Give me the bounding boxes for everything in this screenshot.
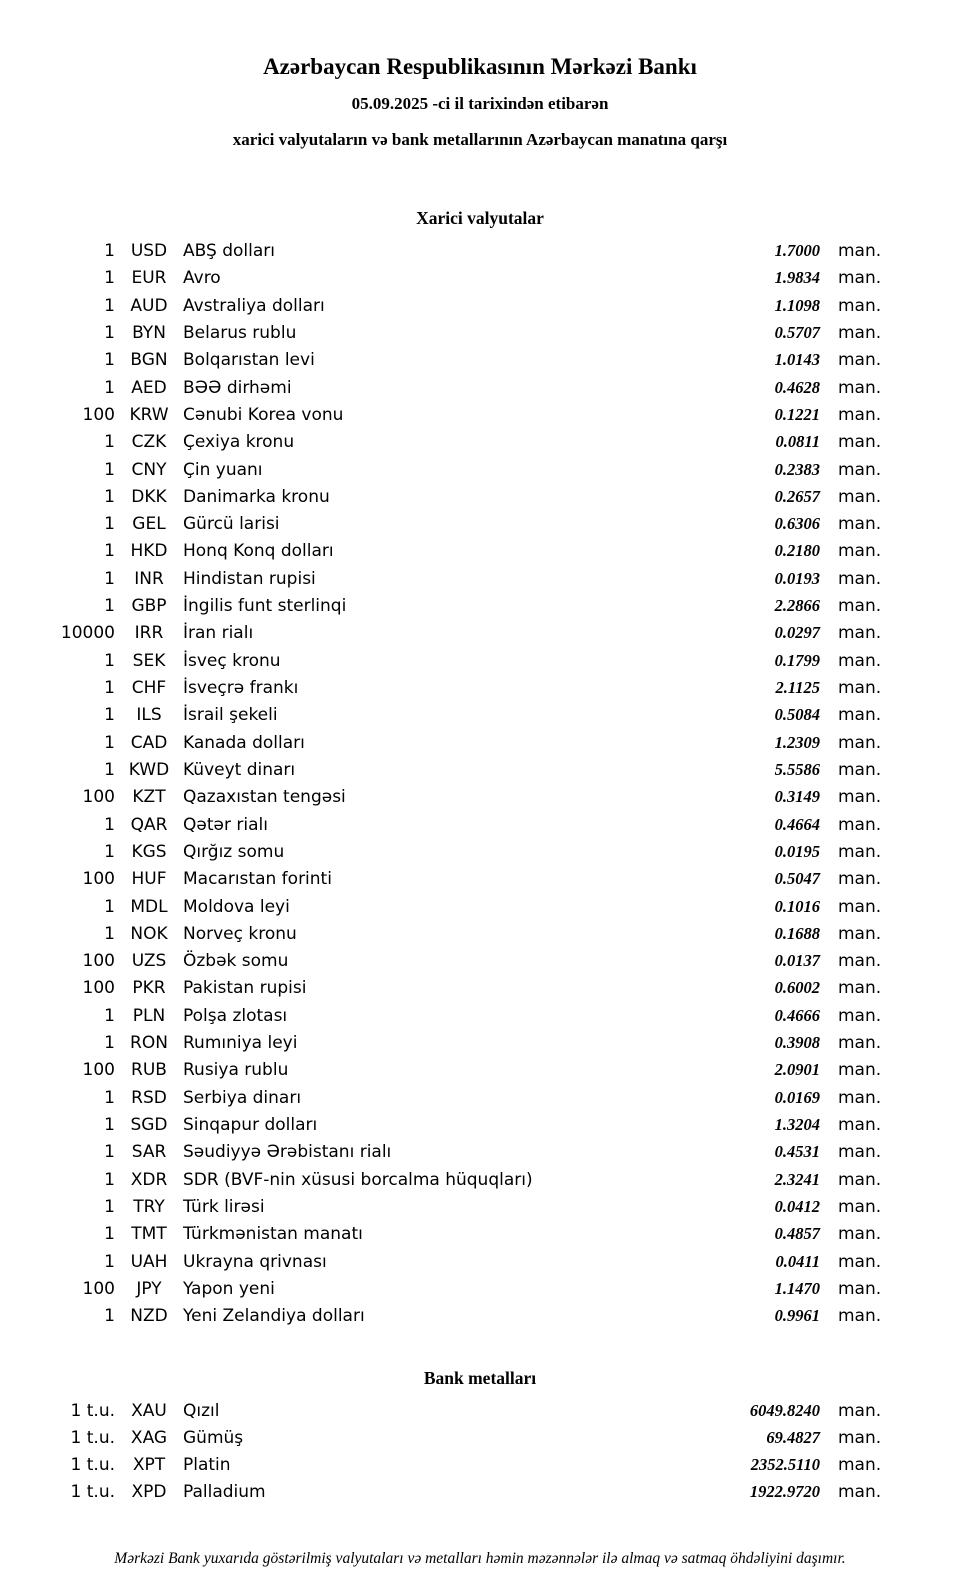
currency-name: Yeni Zelandiya dolları [183, 1306, 365, 1327]
currency-code: AED [131, 377, 167, 398]
rate-row [0, 701, 960, 728]
unit-label: man. [838, 1251, 882, 1272]
rate-row [0, 920, 960, 947]
quantity-value: 1 t.u. [70, 1427, 115, 1448]
currency-code: HKD [130, 541, 168, 562]
quantity-value: 1 [104, 1142, 115, 1163]
rate-row [0, 510, 960, 537]
rate-value: 0.1688 [774, 923, 820, 943]
rate-row [0, 292, 960, 319]
currency-code: UZS [131, 951, 167, 972]
quantity-value: 1 [104, 322, 115, 343]
unit-label: man. [838, 1278, 882, 1299]
rate-row [0, 237, 960, 264]
currency-name: İsveç kronu [183, 650, 281, 671]
rate-row [0, 729, 960, 756]
rate-value: 0.0811 [775, 432, 820, 452]
unit-label: man. [838, 486, 882, 507]
unit-label: man. [838, 568, 882, 589]
currency-name: Avstraliya dolları [183, 295, 325, 316]
currency-name: Qızıl [183, 1400, 220, 1421]
unit-label: man. [838, 951, 882, 972]
quantity-value: 1 [104, 814, 115, 835]
currency-code: PLN [132, 1005, 166, 1026]
currency-code: KZT [132, 787, 166, 808]
quantity-value: 1 [104, 923, 115, 944]
unit-label: man. [838, 322, 882, 343]
rate-row [0, 811, 960, 838]
rate-value: 2352.5110 [750, 1455, 820, 1475]
bank-title: Azərbaycan Respublikasının Mərkəzi Bankı [263, 54, 697, 79]
currency-code: CAD [130, 732, 168, 753]
unit-label: man. [838, 869, 882, 890]
quantity-value: 1 [104, 486, 115, 507]
quantity-value: 100 [82, 869, 115, 890]
rate-value: 0.5047 [774, 869, 820, 889]
metals-section-title: Bank metalları [423, 1367, 537, 1388]
currency-code: CZK [131, 432, 167, 453]
rate-row [0, 456, 960, 483]
unit-label: man. [838, 1196, 882, 1217]
currency-name: Sinqapur dolları [183, 1115, 318, 1135]
unit-label: man. [838, 404, 882, 425]
rate-value: 0.1799 [774, 650, 820, 670]
currency-name: Küveyt dinarı [183, 759, 296, 780]
quantity-value: 1 [104, 896, 115, 917]
rate-row [0, 647, 960, 674]
currency-name: Qətər rialı [183, 814, 268, 835]
currency-name: Bolqarıstan levi [183, 350, 315, 371]
unit-label: man. [838, 678, 882, 698]
quantity-value: 1 [104, 295, 115, 316]
currency-code: GBP [131, 596, 167, 617]
rate-value: 1922.9720 [749, 1482, 820, 1502]
currency-name: Belarus rublu [183, 322, 297, 343]
quantity-value: 100 [82, 404, 115, 425]
currency-name: ABŞ dolları [183, 241, 275, 261]
quantity-value: 1 [104, 650, 115, 671]
quantity-value: 1 t.u. [70, 1400, 115, 1421]
effective-date-line: 05.09.2025 -ci il tarixindən etibarən [351, 94, 609, 113]
rate-row [0, 374, 960, 401]
rate-row [0, 1302, 960, 1329]
currency-name: Rusiya rublu [183, 1060, 289, 1081]
rate-value: 0.4666 [774, 1005, 820, 1025]
unit-label: man. [838, 432, 882, 453]
rate-value: 0.0412 [774, 1196, 820, 1216]
quantity-value: 1 t.u. [70, 1482, 115, 1503]
rate-row [0, 893, 960, 920]
currency-code: IRR [134, 623, 164, 644]
unit-label: man. [838, 1224, 882, 1245]
quantity-value: 100 [82, 787, 115, 808]
quantity-value: 1 t.u. [70, 1455, 115, 1476]
currency-name: Türkmənistan manatı [183, 1224, 363, 1245]
currency-code: JPY [136, 1278, 162, 1299]
rate-row [0, 1111, 960, 1138]
rate-value: 69.4827 [766, 1427, 820, 1447]
currency-name: Gürcü larisi [183, 514, 280, 535]
disclaimer-text: Mərkəzi Bank yuxarıda göstərilmiş valyutaları və metalları həmin məzənnələr ilə almaq və satmaq öhdəliyini daşımır. [114, 1550, 846, 1567]
unit-label: man. [838, 623, 882, 644]
currency-code: GEL [132, 514, 166, 535]
quantity-value: 1 [104, 350, 115, 371]
currency-code: CNY [131, 459, 167, 480]
unit-label: man. [838, 1033, 882, 1054]
rate-row [0, 592, 960, 619]
unit-label: man. [838, 514, 882, 535]
quantity-value: 10000 [60, 623, 115, 644]
quantity-value: 1 [104, 596, 115, 617]
rate-row [0, 1166, 960, 1193]
rate-value: 2.1125 [775, 678, 820, 697]
rate-value: 5.5586 [774, 759, 820, 779]
rate-value: 0.5707 [774, 322, 820, 342]
currency-name: Ukrayna qrivnası [183, 1251, 327, 1272]
currency-name: Macarıstan forinti [183, 869, 332, 890]
currency-name: Palladium [183, 1482, 266, 1503]
currency-code: AUD [130, 295, 168, 316]
currency-name: Pakistan rupisi [183, 978, 307, 999]
currency-code: RON [130, 1033, 168, 1054]
currency-name: Çin yuanı [183, 459, 263, 480]
unit-label: man. [838, 596, 882, 617]
quantity-value: 1 [104, 1224, 115, 1245]
unit-label: man. [838, 1482, 882, 1503]
quantity-value: 1 [104, 241, 115, 261]
rate-row [0, 838, 960, 865]
rate-value: 2.2866 [774, 596, 820, 616]
quantity-value: 1 [104, 568, 115, 589]
currency-name: İsrail şekeli [183, 705, 278, 726]
unit-label: man. [838, 1455, 882, 1476]
rate-value: 0.0193 [774, 568, 820, 588]
unit-label: man. [838, 1142, 882, 1163]
currency-name: İran rialı [183, 623, 254, 644]
rate-row [0, 756, 960, 783]
quantity-value: 1 [104, 514, 115, 535]
currency-name: Hindistan rupisi [183, 568, 316, 589]
unit-label: man. [838, 896, 882, 917]
currency-code: RSD [131, 1087, 167, 1108]
currency-code: BGN [130, 350, 168, 371]
metals-section [0, 1368, 960, 1506]
currency-code: NZD [130, 1306, 168, 1327]
rate-value: 0.3908 [774, 1033, 820, 1053]
unit-label: man. [838, 1087, 882, 1108]
rate-row [0, 1275, 960, 1302]
rate-value: 1.3204 [774, 1115, 820, 1134]
rate-row [0, 1424, 960, 1451]
unit-label: man. [838, 377, 882, 398]
quantity-value: 1 [104, 1087, 115, 1108]
currency-code: TRY [133, 1196, 165, 1217]
rate-row [0, 1029, 960, 1056]
rate-row [0, 1138, 960, 1165]
currency-name: Yapon yeni [183, 1278, 275, 1299]
currency-name: Polşa zlotası [183, 1005, 288, 1026]
quantity-value: 1 [104, 1196, 115, 1217]
unit-label: man. [838, 841, 882, 862]
unit-label: man. [838, 732, 882, 753]
unit-label: man. [838, 541, 882, 562]
rate-row [0, 1220, 960, 1247]
currency-name: Avro [183, 268, 221, 289]
currency-name: Serbiya dinarı [183, 1087, 302, 1108]
rate-value: 1.0143 [774, 350, 820, 370]
rate-value: 0.6306 [774, 514, 820, 534]
currency-name: Rumıniya leyi [183, 1033, 298, 1054]
quantity-value: 100 [82, 1278, 115, 1299]
currency-name: Çexiya kronu [183, 432, 295, 453]
currency-code: PKR [132, 978, 166, 999]
rate-row [0, 865, 960, 892]
rate-value: 2.0901 [774, 1060, 820, 1080]
rate-value: 0.0195 [774, 841, 820, 861]
unit-label: man. [838, 814, 882, 835]
quantity-value: 1 [104, 541, 115, 562]
rate-value: 0.0169 [774, 1087, 820, 1107]
rate-value: 0.5084 [774, 705, 820, 725]
currency-code: BYN [132, 322, 166, 343]
currency-code: QAR [130, 814, 168, 835]
unit-label: man. [838, 705, 882, 726]
rate-value: 0.2180 [774, 541, 820, 561]
currency-code: XDR [130, 1169, 168, 1190]
rate-row [0, 947, 960, 974]
currency-name: İsveçrə frankı [183, 678, 299, 698]
currency-code: UAH [130, 1251, 168, 1272]
unit-label: man. [838, 350, 882, 371]
rate-value: 1.2309 [774, 732, 820, 752]
currency-name: Özbək somu [183, 951, 289, 972]
rate-value: 0.0137 [774, 951, 820, 971]
rate-row [0, 1478, 960, 1505]
metal-rows-list [0, 1397, 960, 1506]
unit-label: man. [838, 459, 882, 480]
rate-value: 0.1016 [774, 896, 820, 916]
rate-row [0, 1002, 960, 1029]
rate-value: 6049.8240 [749, 1400, 820, 1420]
currency-name: Honq Konq dolları [183, 541, 334, 562]
rate-row [0, 319, 960, 346]
rate-row [0, 1248, 960, 1275]
currency-name: Gümüş [183, 1427, 244, 1448]
currency-code: DKK [131, 486, 167, 507]
unit-label: man. [838, 978, 882, 999]
currency-code: XPT [132, 1455, 166, 1476]
unit-label: man. [838, 1400, 882, 1421]
rate-row [0, 619, 960, 646]
unit-label: man. [838, 1005, 882, 1026]
quantity-value: 1 [104, 268, 115, 289]
quantity-value: 100 [82, 978, 115, 999]
rate-row [0, 565, 960, 592]
currency-code: INR [134, 568, 164, 589]
currency-code: RUB [131, 1060, 167, 1081]
unit-label: man. [838, 295, 882, 316]
currency-code: MDL [130, 896, 168, 917]
rate-value: 0.6002 [774, 978, 820, 998]
rate-value: 0.4628 [774, 377, 820, 397]
currency-code: CHF [131, 678, 167, 698]
rate-row [0, 783, 960, 810]
rate-row [0, 1451, 960, 1478]
document-header [0, 0, 960, 150]
document-subtitle: xarici valyutaların və bank metallarının Azərbaycan manatına qarşı [232, 130, 728, 149]
rate-value: 0.4857 [774, 1224, 820, 1244]
currency-name: Platin [183, 1455, 231, 1476]
currency-rows-list [0, 237, 960, 1330]
quantity-value: 1 [104, 432, 115, 453]
currency-code: KRW [129, 404, 169, 425]
currency-code: TMT [131, 1224, 167, 1245]
quantity-value: 1 [104, 1169, 115, 1190]
rate-value: 0.0297 [774, 623, 820, 643]
rate-row [0, 483, 960, 510]
unit-label: man. [838, 787, 882, 808]
quantity-value: 1 [104, 1005, 115, 1026]
currency-code: HUF [131, 869, 167, 890]
quantity-value: 1 [104, 759, 115, 780]
unit-label: man. [838, 241, 882, 261]
rate-value: 0.2383 [774, 459, 820, 479]
currency-code: XAG [130, 1427, 168, 1448]
unit-label: man. [838, 759, 882, 780]
rate-row [0, 428, 960, 455]
rate-value: 1.7000 [774, 241, 820, 260]
currency-code: KGS [131, 841, 167, 862]
currency-code: XAU [131, 1400, 167, 1421]
currencies-section-title: Xarici valyutalar [416, 208, 544, 228]
rate-row [0, 1084, 960, 1111]
rate-row [0, 674, 960, 701]
rate-row [0, 537, 960, 564]
currency-code: SAR [131, 1142, 167, 1163]
currency-code: XPD [131, 1482, 167, 1503]
currency-name: Türk lirəsi [183, 1196, 265, 1217]
quantity-value: 1 [104, 1033, 115, 1054]
rate-value: 0.0411 [775, 1251, 820, 1271]
quantity-value: 1 [104, 1115, 115, 1135]
rate-value: 0.4664 [774, 814, 820, 834]
currency-name: İngilis funt sterlinqi [183, 596, 347, 617]
rate-value: 1.1098 [774, 295, 820, 315]
rate-value: 0.2657 [774, 486, 820, 506]
quantity-value: 1 [104, 377, 115, 398]
currency-name: Səudiyyə Ərəbistanı rialı [183, 1142, 392, 1163]
rate-row [0, 974, 960, 1001]
unit-label: man. [838, 1060, 882, 1081]
currency-code: SGD [130, 1115, 168, 1135]
currencies-section [0, 208, 960, 1330]
currency-code: EUR [131, 268, 167, 289]
currency-name: Norveç kronu [183, 923, 297, 944]
currency-name: Cənubi Korea vonu [183, 404, 344, 425]
rate-value: 1.9834 [774, 268, 820, 288]
rate-value: 0.3149 [774, 787, 820, 807]
rate-row [0, 1193, 960, 1220]
unit-label: man. [838, 1427, 882, 1448]
unit-label: man. [838, 268, 882, 289]
rate-value: 2.3241 [774, 1169, 820, 1189]
quantity-value: 1 [104, 678, 115, 698]
currency-name: Qırğız somu [183, 841, 285, 862]
document-footer [0, 1550, 960, 1568]
rate-row [0, 346, 960, 373]
rate-value: 0.1221 [774, 404, 820, 424]
rate-row [0, 1397, 960, 1424]
currency-name: Danimarka kronu [183, 486, 330, 507]
quantity-value: 1 [104, 1251, 115, 1272]
currency-code: KWD [128, 759, 170, 780]
quantity-value: 1 [104, 705, 115, 726]
currency-name: SDR (BVF-nin xüsusi borcalma hüquqları) [183, 1169, 533, 1190]
rate-value: 0.4531 [774, 1142, 820, 1162]
quantity-value: 1 [104, 1306, 115, 1327]
currency-name: BƏƏ dirhəmi [183, 377, 292, 398]
currency-name: Kanada dolları [183, 732, 305, 753]
quantity-value: 100 [82, 951, 115, 972]
currency-code: USD [130, 241, 168, 261]
quantity-value: 1 [104, 459, 115, 480]
unit-label: man. [838, 1169, 882, 1190]
currency-name: Moldova leyi [183, 896, 290, 917]
currency-code: ILS [136, 705, 162, 726]
unit-label: man. [838, 1306, 882, 1327]
currency-code: SEK [132, 650, 166, 671]
unit-label: man. [838, 1115, 882, 1135]
rate-value: 1.1470 [774, 1278, 820, 1298]
currency-name: Qazaxıstan tengəsi [183, 787, 346, 808]
rate-row [0, 1056, 960, 1083]
unit-label: man. [838, 650, 882, 671]
quantity-value: 1 [104, 732, 115, 753]
currency-code: NOK [130, 923, 168, 944]
quantity-value: 100 [82, 1060, 115, 1081]
unit-label: man. [838, 923, 882, 944]
rate-row [0, 264, 960, 291]
rate-value: 0.9961 [774, 1306, 820, 1326]
quantity-value: 1 [104, 841, 115, 862]
rate-row [0, 401, 960, 428]
